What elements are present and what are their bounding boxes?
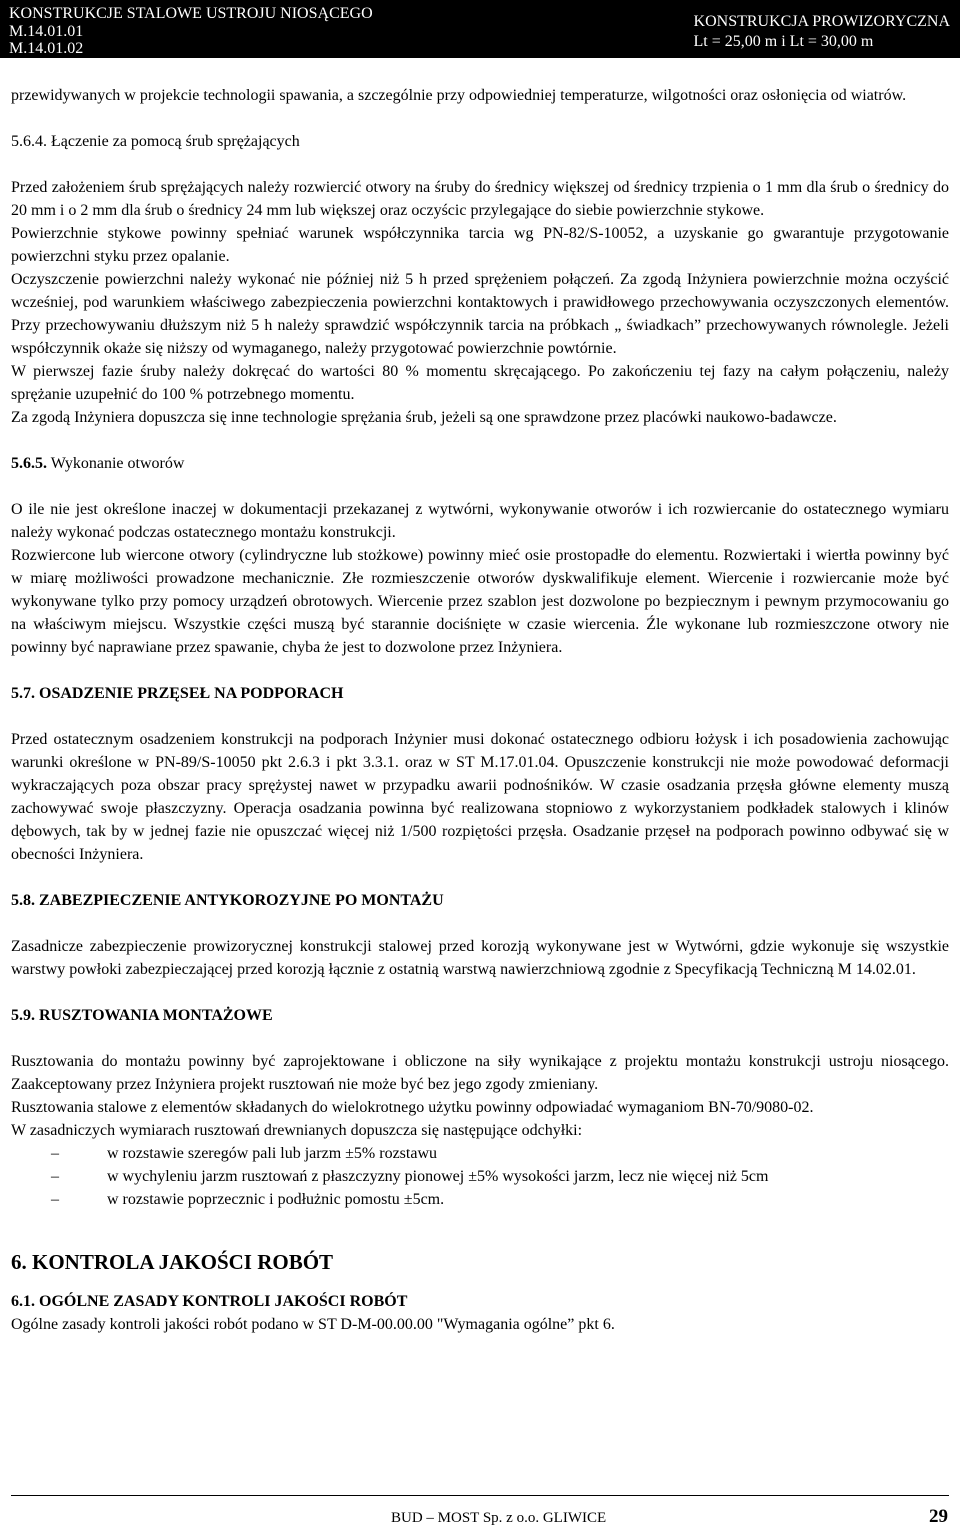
section-5-6-4-paragraph-3: Oczyszczenie powierzchni należy wykonać nie później niż 5 h przed sprężeniem połączeń. Za zgodą Inżyniera powierzchnie można oczyścić wcześniej, pod warunkiem właściwego zabezpieczenia powierzchni kontaktowych i prawidłowego przechowywania oczyszczonych elementów. Przy przechowywaniu dłuższym niż 5 h należy sprawdzić współczynnik tarcia na próbkach „ świadkach” przechowywanych równolegle. Jeżeli współczynnik okaże się niższy od wymaganego, należy przygotować powierzchnie powtórnie. xyxy=(11,271,949,357)
document-body xyxy=(11,84,949,1336)
page-number: 29 xyxy=(929,1506,948,1527)
list-item-text: w wychyleniu jarzm rusztowań z płaszczyzny pionowej ±5% wysokości jarzm, lecz nie więcej niż 5cm xyxy=(107,1168,769,1185)
list-item xyxy=(11,1165,949,1188)
section-5-6-4-paragraph-4: W pierwszej fazie śruby należy dokręcać do wartości 80 % momentu skręcającego. Po zakończeniu tej fazy na całym połączeniu, należy sprężanie uzupełnić do 100 % potrzebnego momentu. xyxy=(11,363,949,403)
header-spec-title: KONSTRUKCJE STALOWE USTROJU NIOSĄCEGO xyxy=(9,5,373,22)
chapter-6-title: 6. KONTROLA JAKOŚCI ROBÓT xyxy=(11,1250,334,1274)
section-6-1-title: 6.1. OGÓLNE ZASADY KONTROLI JAKOŚCI ROBÓT xyxy=(11,1293,408,1310)
header-spec-code-1: M.14.01.01 xyxy=(9,22,84,40)
section-5-6-4-paragraph-5: Za zgodą Inżyniera dopuszcza się inne technologie sprężania śrub, jeżeli są one sprawdzone przez placówki naukowo-badawcze. xyxy=(11,409,837,426)
list-item-text: w rozstawie poprzecznic i podłużnic pomostu ±5cm. xyxy=(107,1191,445,1208)
section-5-7-paragraph-1: Przed ostatecznym osadzeniem konstrukcji na podporach Inżynier musi dokonać ostatecznego odbioru łożysk i ich posadowienia zachowując warunki określone w PN-89/S-10050 pkt 2.6.3 i pkt 3.3.1. oraz w ST M.17.01.04. Opuszczenie konstrukcji nie może powodować deformacji wykraczających poza obszar pracy sprężystej nawet w przypadku awarii podnośników. W czasie osadzania przęsła główne elementy muszą zachowywać swoje płaszczyzny. Operacja osadzania powinna być realizowana stopniowo z wykorzystaniem podkładek stalowych i klinów dębowych, tak by w jednej fazie nie opuszczać więcej niż 1/500 rozpiętości przęsła. Osadzanie przęseł na podporach powinno odbywać się w obecności Inżyniera. xyxy=(11,731,949,863)
list-dash: – xyxy=(51,1168,59,1185)
section-5-8-title: 5.8. ZABEZPIECZENIE ANTYKOROZYJNE PO MONTAŻU xyxy=(11,892,444,909)
section-5-6-4-title: 5.6.4. Łączenie za pomocą śrub sprężających xyxy=(11,133,300,150)
section-5-6-5-title xyxy=(11,452,949,475)
list-item xyxy=(11,1142,949,1165)
page-header xyxy=(0,0,960,58)
section-5-9-title: 5.9. RUSZTOWANIA MONTAŻOWE xyxy=(11,1007,273,1024)
section-5-6-5-paragraph-2: Rozwiercone lub wiercone otwory (cylindryczne lub stożkowe) powinny mieć osie prostopadłe do elementu. Rozwiertaki i wiertła powinny być w miarę możliwości prowadzone mechanicznie. Złe rozmieszczenie otworów dyskwalifikuje element. Wiercenie i rozwiercanie może być wykonywane tylko przy pomocy urządzeń obrotowych. Wiercenie przez szablon jest dozwolone po bezpiecznym i pewnym przymocowaniu go na właściwym miejscu. Wszystkie części muszą być starannie dociśnięte w czasie wiercenia. Źle wykonane lub rozmieszczone otwory nie powinny być naprawiane przez spawanie, chyba że jest to dozwolone przez Inżyniera. xyxy=(11,547,949,656)
section-5-9-paragraph-1: Rusztowania do montażu powinny być zaprojektowane i obliczone na siły wynikające z projektu montażu konstrukcji ustroju niosącego. Zaakceptowany przez Inżyniera projekt rusztowań nie może być bez jego zgody zmieniany. xyxy=(11,1053,949,1093)
section-5-6-5-paragraph-1: O ile nie jest określone inaczej w dokumentacji przekazanej z wytwórni, wykonywanie otworów i ich rozwiercanie do ostatecznego wymiaru należy wykonać podczas ostatecznego montażu konstrukcji. xyxy=(11,501,949,541)
section-5-6-5-number: 5.6.5. xyxy=(11,455,47,472)
header-right xyxy=(694,12,950,52)
list-dash: – xyxy=(51,1145,59,1162)
header-spec-code-2: M.14.01.02 xyxy=(9,40,84,57)
tolerance-list xyxy=(11,1142,949,1211)
section-6-1-paragraph-1: Ogólne zasady kontroli jakości robót podano w ST D-M-00.00.00 "Wymagania ogólne” pkt 6. xyxy=(11,1316,615,1333)
section-5-6-5-text: Wykonanie otworów xyxy=(50,455,185,472)
footer-divider xyxy=(11,1495,949,1496)
section-5-6-4-paragraph-1: Przed założeniem śrub sprężających należy rozwiercić otwory na śruby do średnicy większej od średnicy trzpienia o 1 mm dla śrub o średnicy do 20 mm i o 2 mm dla śrub o średnicy 24 mm lub większej oraz oczyścic przylegające do siebie powierzchnie stykowe. xyxy=(11,179,949,219)
list-item xyxy=(11,1188,949,1211)
footer-company: BUD – MOST Sp. z o.o. GLIWICE xyxy=(391,1510,607,1526)
list-item-text: w rozstawie szeregów pali lub jarzm ±5% rozstawu xyxy=(107,1145,437,1162)
section-5-7-title: 5.7. OSADZENIE PRZĘSEŁ NA PODPORACH xyxy=(11,685,344,702)
section-5-8-paragraph-1: Zasadnicze zabezpieczenie prowizorycznej konstrukcji stalowej przed korozją wykonywane jest w Wytwórni, gdzie wykonuje się wszystkie warstwy powłoki zabezpieczającej przed korozją łącznie z ostatnią warstwą nawierzchniową zgodnie z Specyfikacją Techniczną M 14.02.01. xyxy=(11,938,949,978)
header-span-lengths: Lt = 25,00 m i Lt = 30,00 m xyxy=(693,33,874,50)
header-construction-title: KONSTRUKCJA PROWIZORYCZNA xyxy=(693,13,950,30)
section-5-9-paragraph-2: Rusztowania stalowe z elementów składanych do wielokrotnego użytku powinny odpowiadać wymaganiom BN-70/9080-02. xyxy=(11,1099,814,1116)
intro-paragraph: przewidywanych w projekcie technologii spawania, a szczególnie przy odpowiedniej temperaturze, wilgotności oraz osłonięcia od wiatrów. xyxy=(11,87,907,104)
section-5-6-4-paragraph-2: Powierzchnie stykowe powinny spełniać warunek współczynnika tarcia wg PN-82/S-10052, a uzyskanie go gwarantuje przygotowanie powierzchni styku przez opalanie. xyxy=(11,225,949,265)
list-dash: – xyxy=(51,1191,59,1208)
section-5-9-paragraph-3: W zasadniczych wymiarach rusztowań drewnianych dopuszcza się następujące odchyłki: xyxy=(11,1122,583,1139)
header-left xyxy=(9,5,373,58)
